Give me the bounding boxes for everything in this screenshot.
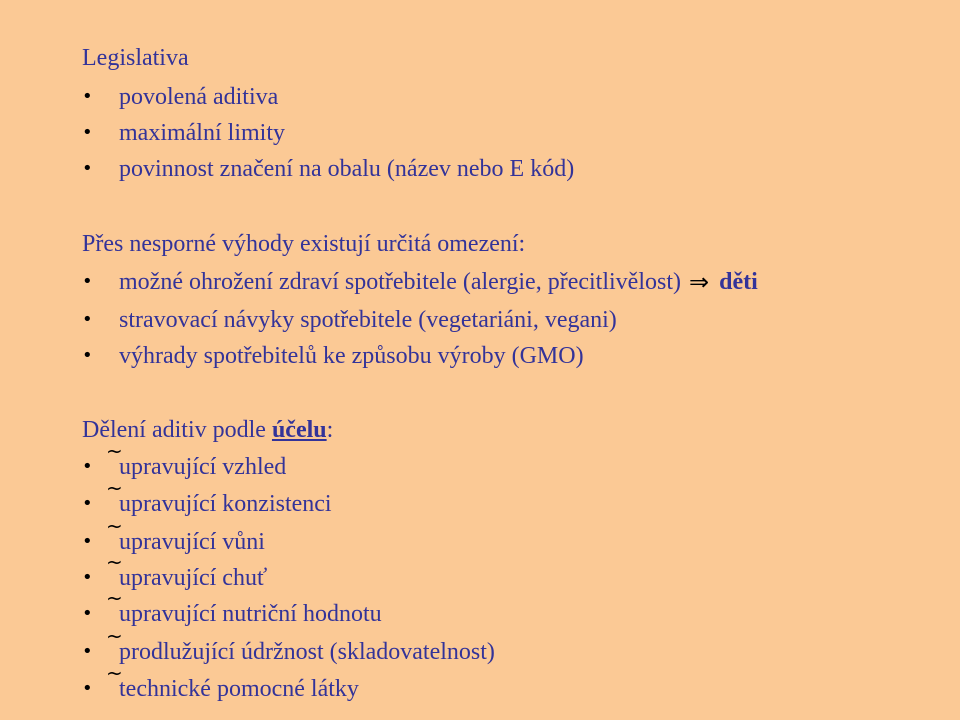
list-item-text: upravující vůni [119,529,265,555]
heading-emphasis: účelu [271,417,327,443]
emphasis-children: děti [719,269,758,295]
bullet-dot-icon: • [82,309,93,330]
heading-suffix: : [326,417,334,443]
list-item-text: maximální limity [119,120,285,146]
tilde-mark-icon: ~ [106,586,123,610]
heading-prefix: Dělení aditiv podle [82,417,272,443]
list-item-text: upravující vzhled [119,454,287,480]
bullet-dot-icon: • [82,122,93,143]
list-item-text: stravovací návyky spotřebitele (vegetariáni, vegani) [119,307,617,333]
section-heading-limitations: Přes nesporné výhody existují určitá omezení: [82,231,526,257]
bullet-dot-icon: • [82,271,93,292]
list-item-text: povolená aditiva [119,84,279,110]
list-item-text: výhrady spotřebitelů ke způsobu výroby (GMO) [119,343,584,369]
list-item-text-with-arrow [119,264,758,300]
bullet-dot-icon: • [82,345,93,366]
section-heading-legislation: Legislativa [82,45,189,71]
list-item-text: povinnost značení na obalu (název nebo E kód) [119,156,575,182]
bullet-dot-icon: • [82,456,93,477]
bullet-dot-icon: • [82,86,93,107]
list-item-text: upravující nutriční hodnotu [119,601,382,627]
bullet-dot-icon: • [82,531,93,552]
tilde-mark-icon: ~ [106,624,123,648]
list-item-text: prodlužující údržnost (skladovatelnost) [119,639,495,665]
tilde-mark-icon: ~ [106,514,123,538]
bullet-dot-icon: • [82,641,93,662]
tilde-mark-icon: ~ [106,476,123,500]
bullet-dot-icon: • [82,678,93,699]
list-item-text: upravující konzistenci [119,491,332,517]
tilde-mark-icon: ~ [106,550,123,574]
tilde-mark-icon: ~ [106,439,123,463]
list-item-text: upravující chuť [119,565,268,591]
list-item-text: technické pomocné látky [119,676,359,702]
double-arrow-right-icon: ⇒ [689,268,710,296]
bullet-dot-icon: • [82,603,93,624]
bullet-dot-icon: • [82,158,93,179]
tilde-mark-icon: ~ [106,661,123,685]
list-item-text: možné ohrožení zdraví spotřebitele (alergie, přecitlivělost) [119,269,681,295]
bullet-dot-icon: • [82,567,93,588]
bullet-dot-icon: • [82,493,93,514]
